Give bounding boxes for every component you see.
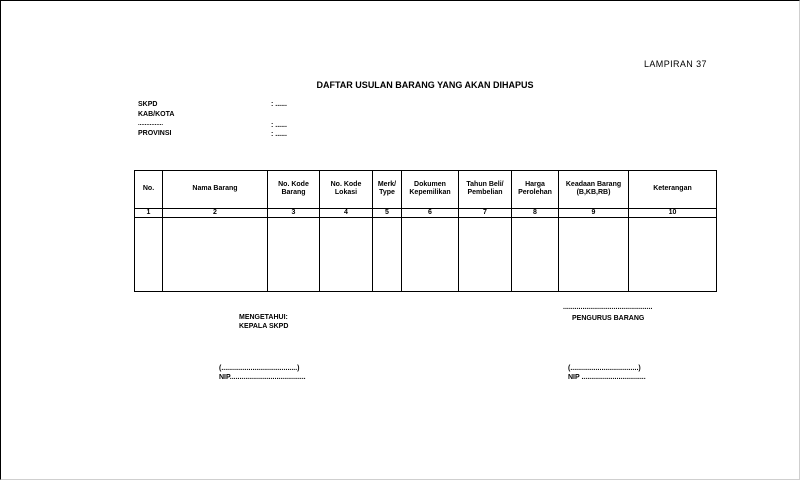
header-kode-lokasi: No. Kode Lokasi [320, 171, 373, 209]
header-kode-barang: No. Kode Barang [268, 171, 320, 209]
skpd-label: SKPD [138, 101, 158, 108]
header-keterangan: Keterangan [629, 171, 717, 209]
document-title: DAFTAR USULAN BARANG YANG AKAN DIHAPUS [316, 80, 534, 90]
kabkota-value: : ...... [271, 122, 287, 129]
column-number: 10 [629, 208, 717, 217]
header-keadaan: Keadaan Barang (B,KB,RB) [559, 171, 629, 209]
column-number: 9 [559, 208, 629, 217]
table-cell [629, 217, 717, 291]
column-number: 3 [268, 208, 320, 217]
table-cell [459, 217, 512, 291]
column-number: 5 [373, 208, 402, 217]
header-nama-barang: Nama Barang [163, 171, 268, 209]
lampiran-label: LAMPIRAN 37 [644, 59, 707, 69]
provinsi-label: PROVINSI [138, 130, 172, 137]
table-cell [268, 217, 320, 291]
table-cell [402, 217, 459, 291]
header-tahun: Tahun Beli/ Pembelian [459, 171, 512, 209]
table-header-row [135, 171, 717, 209]
column-number: 6 [402, 208, 459, 217]
column-number: 7 [459, 208, 512, 217]
kepala-skpd-label: KEPALA SKPD [239, 323, 289, 330]
column-number: 1 [135, 208, 163, 217]
column-number-row [135, 208, 717, 217]
header-no: No. [135, 171, 163, 209]
table-cell [320, 217, 373, 291]
mengetahui-label: MENGETAHUI: [239, 314, 288, 321]
table-cell [135, 217, 163, 291]
pengurus-barang-label: PENGURUS BARANG [572, 315, 645, 322]
header-dokumen: Dokumen Kepemilikan [402, 171, 459, 209]
pengurus-barang-name: (...................................) [568, 365, 641, 372]
column-number: 4 [320, 208, 373, 217]
column-number: 2 [163, 208, 268, 217]
skpd-value: : ...... [271, 101, 287, 108]
table-row [135, 217, 717, 291]
kepala-skpd-nip: NIP....................................... [219, 374, 306, 381]
header-harga: Harga Perolehan [512, 171, 559, 209]
kabkota-label: KAB/KOTA [138, 111, 175, 118]
table-cell [163, 217, 268, 291]
table-cell [512, 217, 559, 291]
header-merk-type: Merk/ Type [373, 171, 402, 209]
column-number: 8 [512, 208, 559, 217]
provinsi-value: : ...... [271, 131, 287, 138]
table-cell [373, 217, 402, 291]
table-cell [559, 217, 629, 291]
pengurus-barang-nip: NIP ................................. [568, 374, 646, 381]
dots-label: ............... [138, 121, 164, 127]
place-date-line: .............................................. [563, 304, 653, 311]
usulan-table [134, 170, 717, 292]
kepala-skpd-name: (.......................................) [219, 365, 300, 372]
